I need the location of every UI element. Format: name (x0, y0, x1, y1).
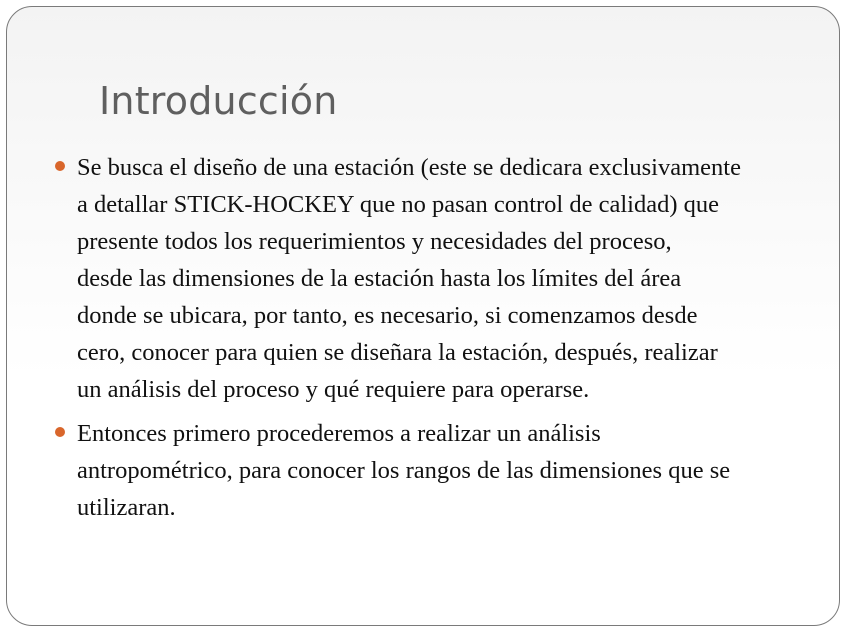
bullet-1-line-7: un análisis del proceso y qué requiere para operarse. (77, 376, 590, 403)
slide (6, 6, 840, 626)
bullet-list (53, 149, 823, 533)
slide-title: Introducción (99, 79, 338, 123)
bullet-1-line-5: donde se ubicara, por tanto, es necesario, si comenzamos desde (77, 302, 698, 329)
bullet-2-line-3: utilizaran. (77, 494, 176, 521)
bullet-item-1 (53, 149, 823, 408)
bullet-2-line-1: Entonces primero procederemos a realizar un análisis (77, 420, 601, 447)
bullet-1-line-4: desde las dimensiones de la estación hasta los límites del área (77, 265, 682, 292)
bullet-1-line-2: a detallar STICK-HOCKEY que no pasan control de calidad) que (77, 191, 720, 218)
bullet-2-line-2: antropométrico, para conocer los rangos de las dimensiones que se (77, 457, 731, 484)
bullet-1-line-1: Se busca el diseño de una estación (este se dedicara exclusivamente (77, 154, 741, 181)
bullet-1-line-6: cero, conocer para quien se diseñara la estación, después, realizar (77, 339, 718, 366)
bullet-dot-icon (55, 161, 65, 171)
bullet-dot-icon (55, 427, 65, 437)
bullet-1-line-3: presente todos los requerimientos y necesidades del proceso, (77, 228, 672, 255)
bullet-item-2 (53, 415, 823, 526)
